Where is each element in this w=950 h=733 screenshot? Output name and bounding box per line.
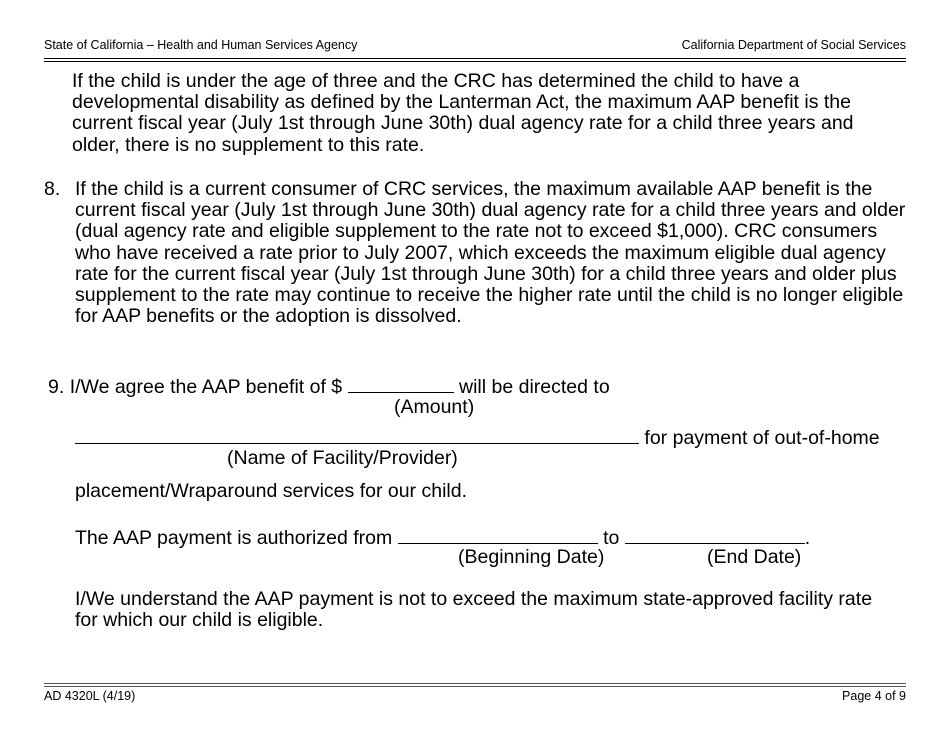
page-header: [44, 38, 906, 56]
facility-caption: (Name of Facility/Provider): [227, 447, 458, 469]
understand-paragraph: I/We understand the AAP payment is not to exceed the maximum state-approved facility rate for which our child is eligible.: [75, 588, 873, 632]
agree-suffix: will be directed to: [459, 376, 610, 398]
authorized-line: [75, 524, 810, 549]
facility-provider-field[interactable]: [75, 424, 639, 444]
item-8-number: 8.: [44, 178, 61, 200]
page-number: Page 4 of 9: [842, 689, 906, 703]
amount-caption: (Amount): [394, 396, 475, 418]
item-9-agree-line: [48, 373, 610, 398]
amount-field[interactable]: [348, 373, 454, 393]
placement-text: placement/Wraparound services for our child.: [75, 480, 467, 502]
header-rule-bottom: [44, 61, 906, 62]
header-rule-top: [44, 58, 906, 59]
footer-rule-bottom: [44, 686, 906, 687]
item-9-number: 9.: [48, 376, 65, 398]
intro-paragraph: If the child is under the age of three and the CRC has determined the child to have a developmental disability as defined by the Lanterman Act, the maximum AAP benefit is the current fiscal year (July 1st through June 30th) dual agency rate for a child three years and older, there is no supplement to this rate.: [72, 70, 854, 156]
header-department: California Department of Social Services: [681, 38, 906, 52]
header-agency: State of California – Health and Human Services Agency: [44, 38, 358, 52]
item-8-text: If the child is a current consumer of CRC services, the maximum available AAP benefit is the current fiscal year (July 1st through June 30th) dual agency rate for a child three years and older (dual agency rate and eligible supplement to the rate not to exceed $1,000). CRC consumers who have received a rate prior to July 2007, which exceeds the maximum eligible dual agency rate for the current fiscal year (July 1st through June 30th) for a child three years and older plus supplement to the rate may continue to receive the higher rate until the child is no longer eligible for AAP benefits or the adoption is dissolved.: [75, 178, 906, 328]
to-word: to: [603, 527, 620, 549]
form-number: AD 4320L (4/19): [44, 689, 136, 703]
page-footer: [44, 689, 906, 703]
authorized-period: .: [804, 527, 811, 549]
beginning-date-caption: (Beginning Date): [458, 546, 605, 568]
agree-prefix: I/We agree the AAP benefit of $: [69, 376, 343, 398]
footer-rule-top: [44, 683, 906, 684]
end-date-caption: (End Date): [707, 546, 802, 568]
payment-text: for payment of out-of-home: [644, 427, 880, 449]
facility-line: [75, 424, 880, 449]
end-date-field[interactable]: [625, 524, 805, 544]
authorized-prefix: The AAP payment is authorized from: [75, 527, 393, 549]
item-8: [44, 179, 906, 327]
beginning-date-field[interactable]: [398, 524, 598, 544]
